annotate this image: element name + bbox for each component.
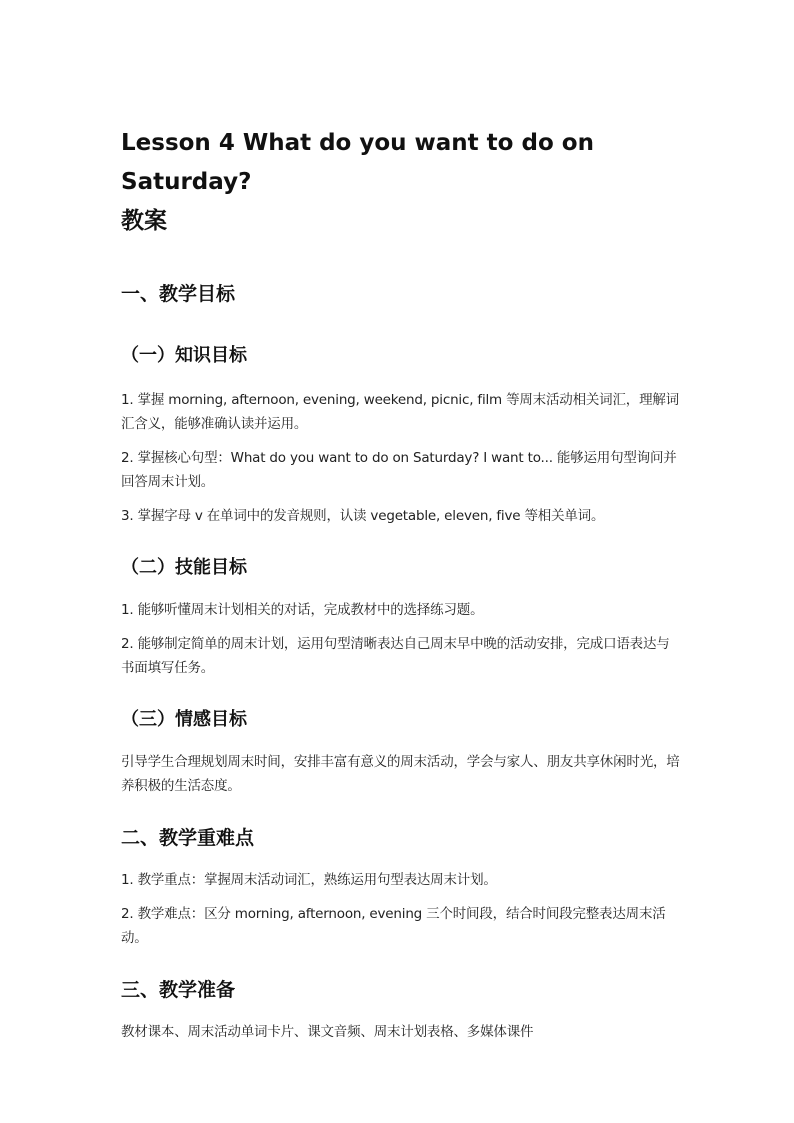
title-line-2: 教案 bbox=[121, 208, 167, 234]
section-heading-preparation: 三、教学准备 bbox=[121, 979, 236, 1001]
document-title bbox=[121, 124, 681, 241]
knowledge-item-1: 1. 掌握 morning, afternoon, evening, weekend, picnic, film 等周末活动相关词汇，理解词汇含义，能够准确认读并运用。 bbox=[121, 392, 679, 432]
affective-text: 引导学生合理规划周末时间，安排丰富有意义的周末活动，学会与家人、朋友共享休闲时光，培养积极的生活态度。 bbox=[121, 754, 680, 794]
skills-item-1: 1. 能够听懂周末计划相关的对话，完成教材中的选择练习题。 bbox=[121, 602, 484, 618]
knowledge-item-3: 3. 掌握字母 v 在单词中的发音规则，认读 vegetable, eleven, five 等相关单词。 bbox=[121, 508, 605, 524]
preparation-text: 教材课本、周末活动单词卡片、课文音频、周末计划表格、多媒体课件 bbox=[121, 1024, 534, 1040]
section-heading-objectives: 一、教学目标 bbox=[121, 283, 236, 305]
section-heading-key-points: 二、教学重难点 bbox=[121, 827, 255, 849]
subsection-heading-knowledge: （一）知识目标 bbox=[121, 345, 247, 366]
knowledge-item-2: 2. 掌握核心句型：What do you want to do on Saturday? I want to... 能够运用句型询问并回答周末计划。 bbox=[121, 450, 677, 490]
subsection-heading-skills: （二）技能目标 bbox=[121, 557, 247, 578]
title-line-1: Lesson 4 What do you want to do on Saturday? bbox=[121, 130, 594, 195]
key-point-item-1: 1. 教学重点：掌握周末活动词汇，熟练运用句型表达周末计划。 bbox=[121, 872, 497, 888]
skills-item-2: 2. 能够制定简单的周末计划，运用句型清晰表达自己周末早中晚的活动安排，完成口语表达与书面填写任务。 bbox=[121, 636, 670, 676]
key-point-item-2: 2. 教学难点：区分 morning, afternoon, evening 三个时间段，结合时间段完整表达周末活动。 bbox=[121, 906, 666, 946]
subsection-heading-affective: （三）情感目标 bbox=[121, 709, 247, 730]
document-page bbox=[121, 124, 681, 1044]
